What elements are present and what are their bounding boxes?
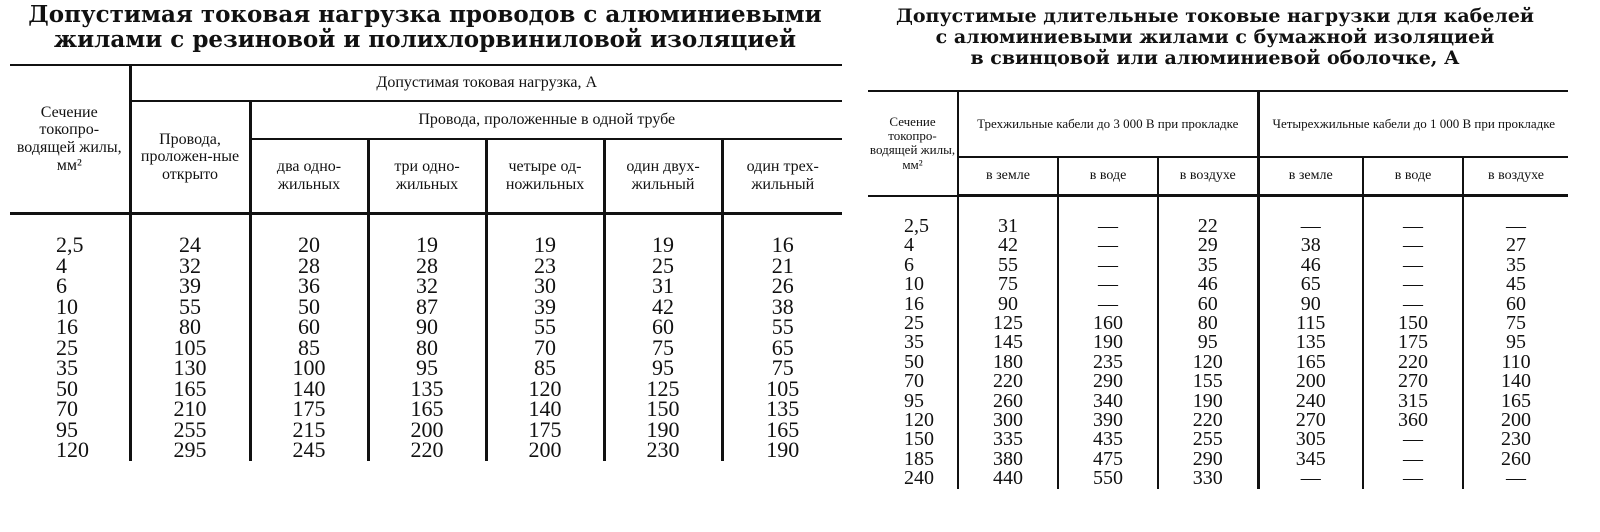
column-header: два одно-жильных: [250, 139, 368, 214]
load-value-cell: 200: [368, 420, 486, 441]
load-value-cell: 290: [1158, 450, 1258, 469]
load-value-cell: —: [1363, 295, 1463, 314]
spacer-cell: [1058, 196, 1158, 218]
load-value-cell: 19: [604, 235, 722, 256]
section-cell: 70: [868, 372, 958, 391]
load-value-cell: 190: [1158, 392, 1258, 411]
table-row: [868, 256, 1568, 275]
load-value-cell: 38: [1258, 236, 1363, 255]
section-cell: 35: [10, 358, 130, 379]
column-header: в воде: [1363, 157, 1463, 196]
section-cell: 95: [10, 420, 130, 441]
load-value-cell: 190: [766, 437, 800, 462]
section-cell: 16: [868, 295, 958, 314]
table-row: [868, 275, 1568, 294]
section-cell: 2,5: [10, 235, 130, 256]
load-value-cell: 200: [1258, 372, 1363, 391]
load-value-cell: 42: [604, 297, 722, 318]
section-cell: 4: [868, 236, 958, 255]
load-value-cell: —: [1058, 295, 1158, 314]
load-value-cell: 255: [130, 420, 250, 441]
load-value-cell: —: [1363, 217, 1463, 236]
section-cell: 50: [10, 379, 130, 400]
table2-title-line: в свинцовой или алюминиевой оболочке, А: [970, 46, 1460, 69]
load-value-cell: 235: [1058, 353, 1158, 372]
table2-body: [868, 196, 1568, 489]
load-value-cell: 65: [771, 334, 794, 360]
load-value-cell: 345: [1258, 450, 1363, 469]
load-value-cell: 23: [486, 256, 604, 277]
load-value-cell: 245: [250, 440, 368, 461]
load-value-cell: 290: [1058, 372, 1158, 391]
load-value-cell: —: [1058, 236, 1158, 255]
load-value-cell: 25: [604, 256, 722, 277]
section-cell: 70: [10, 399, 130, 420]
section-cell: 50: [868, 353, 958, 372]
load-value-cell: 70: [486, 338, 604, 359]
aluminum-cable-load-table: [868, 90, 1568, 489]
load-value-cell: —: [1058, 217, 1158, 236]
load-value-cell: 130: [130, 358, 250, 379]
load-value-cell: 87: [368, 297, 486, 318]
load-value-cell: 55: [771, 314, 794, 339]
section-cell: 120: [10, 440, 130, 461]
section-cell: 16: [10, 317, 130, 338]
load-value-cell: 295: [130, 440, 250, 461]
load-value-cell: 20: [250, 235, 368, 256]
load-value-cell: 95: [368, 358, 486, 379]
load-value-cell: 110: [1501, 350, 1531, 373]
table-row: [868, 469, 1568, 488]
table-row: [868, 217, 1568, 236]
load-value-cell: 80: [1158, 314, 1258, 333]
load-value-cell: 270: [1363, 372, 1463, 391]
load-value-cell: 340: [1058, 392, 1158, 411]
spacer-cell: [1158, 196, 1258, 218]
section-cell: 2,5: [868, 217, 958, 236]
load-value-cell: 165: [1258, 353, 1363, 372]
load-value-cell: 135: [368, 379, 486, 400]
load-value-cell: 165: [130, 379, 250, 400]
load-value-cell: 335: [958, 430, 1058, 449]
load-value-cell: 90: [368, 317, 486, 338]
load-value-cell: 135: [766, 396, 800, 421]
load-value-cell: 95: [1158, 333, 1258, 352]
aluminum-wire-load-table: [10, 64, 842, 461]
load-value-cell: 31: [958, 217, 1058, 236]
load-value-cell: 90: [1258, 295, 1363, 314]
load-value-cell: 16: [771, 232, 794, 257]
table1-title-line: жилами с резиновой и полихлорвиниловой изоляцией: [53, 26, 797, 54]
load-value-cell: 39: [486, 297, 604, 318]
section-cell: 25: [10, 338, 130, 359]
load-value-cell: 440: [958, 469, 1058, 488]
load-value-cell: 28: [250, 256, 368, 277]
load-value-cell: 180: [958, 353, 1058, 372]
load-value-cell: 165: [368, 399, 486, 420]
load-value-cell: —: [1363, 236, 1463, 255]
load-group-header: Допустимая токовая нагрузка, А: [130, 65, 842, 101]
load-value-cell: 120: [1158, 353, 1258, 372]
load-value-cell: 55: [130, 297, 250, 318]
load-value-cell: 95: [1506, 331, 1526, 354]
load-value-cell: 27: [1506, 234, 1526, 257]
table-row: [10, 440, 842, 461]
load-value-cell: 230: [604, 440, 722, 461]
load-value-cell: 305: [1258, 430, 1363, 449]
load-value-cell: 75: [604, 338, 722, 359]
load-value-cell: 46: [1158, 275, 1258, 294]
section-cell: 120: [868, 411, 958, 430]
load-value-cell: 150: [1363, 314, 1463, 333]
table1-title-line: Допустимая токовая нагрузка проводов с алюминиевыми: [28, 1, 822, 28]
load-value-cell: —: [1258, 217, 1363, 236]
load-value-cell: 55: [958, 256, 1058, 275]
load-value-cell: 475: [1058, 450, 1158, 469]
spacer-cell: [1363, 196, 1463, 218]
table-row: [868, 333, 1568, 352]
load-value-cell: 24: [130, 235, 250, 256]
load-value-cell: 550: [1058, 469, 1158, 488]
section-cell: 185: [868, 450, 958, 469]
load-value-cell: 155: [1158, 372, 1258, 391]
load-value-cell: 31: [604, 276, 722, 297]
load-value-cell: —: [1058, 256, 1158, 275]
load-value-cell: 60: [604, 317, 722, 338]
load-value-cell: —: [1506, 215, 1526, 237]
load-value-cell: 80: [130, 317, 250, 338]
load-value-cell: 175: [1363, 333, 1463, 352]
tube-wiring-header: Провода, проложенные в одной трубе: [250, 101, 842, 139]
section-cell: 10: [10, 297, 130, 318]
load-value-cell: 165: [1501, 389, 1531, 412]
spacer-cell: [1258, 196, 1363, 218]
section-cell: 6: [868, 256, 958, 275]
load-value-cell: 28: [368, 256, 486, 277]
table-row: [868, 430, 1568, 449]
load-value-cell: —: [1363, 469, 1463, 488]
table2-title-line: с алюминиевыми жилами с бумажной изоляцией: [935, 25, 1495, 48]
load-value-cell: 60: [1158, 295, 1258, 314]
load-value-cell: 240: [1258, 392, 1363, 411]
load-value-cell: 255: [1158, 430, 1258, 449]
section-cell: 10: [868, 275, 958, 294]
column-header: один трех-жильный: [722, 139, 842, 214]
load-value-cell: 39: [130, 276, 250, 297]
load-value-cell: 140: [250, 379, 368, 400]
load-value-cell: 32: [368, 276, 486, 297]
section-cell: 35: [868, 333, 958, 352]
load-value-cell: 220: [1363, 353, 1463, 372]
load-value-cell: 220: [368, 440, 486, 461]
load-value-cell: 100: [250, 358, 368, 379]
load-value-cell: 380: [958, 450, 1058, 469]
spacer-cell: [1463, 196, 1568, 218]
section-header: Сечение токопро-водящей жилы, мм²: [10, 65, 130, 214]
load-value-cell: 38: [771, 293, 794, 319]
column-header: один двух-жильный: [604, 139, 722, 214]
load-value-cell: 210: [130, 399, 250, 420]
load-value-cell: 95: [604, 358, 722, 379]
load-value-cell: —: [1506, 467, 1526, 490]
load-value-cell: 360: [1363, 411, 1463, 430]
spacer-cell: [868, 196, 958, 218]
table-row: [868, 295, 1568, 314]
load-value-cell: 190: [604, 420, 722, 441]
load-value-cell: 22: [1158, 217, 1258, 236]
load-value-cell: 21: [771, 252, 794, 278]
load-value-cell: 190: [1058, 333, 1158, 352]
column-header: три одно-жильных: [368, 139, 486, 214]
load-value-cell: 220: [958, 372, 1058, 391]
load-value-cell: 90: [958, 295, 1058, 314]
load-value-cell: 75: [1506, 312, 1526, 335]
load-value-cell: 35: [1158, 256, 1258, 275]
spacer-cell: [958, 196, 1058, 218]
load-value-cell: 19: [486, 235, 604, 256]
load-value-cell: 26: [771, 273, 794, 298]
load-value-cell: 175: [486, 420, 604, 441]
section-cell: 25: [868, 314, 958, 333]
load-value-cell: 200: [1501, 409, 1531, 432]
table1-body: [10, 214, 842, 461]
three-core-group-header: Трехжильные кабели до 3 000 В при прокладке: [958, 91, 1258, 157]
load-value-cell: 435: [1058, 430, 1158, 449]
load-value-cell: 105: [130, 338, 250, 359]
load-value-cell: 315: [1363, 392, 1463, 411]
load-value-cell: 140: [1501, 370, 1531, 393]
open-wiring-header: Провода, проложен-ные открыто: [130, 101, 250, 214]
load-value-cell: 125: [604, 379, 722, 400]
load-value-cell: 46: [1258, 256, 1363, 275]
load-value-cell: 150: [604, 399, 722, 420]
load-value-cell: 145: [958, 333, 1058, 352]
load-value-cell: 75: [771, 355, 794, 380]
load-value-cell: 260: [958, 392, 1058, 411]
section-cell: 4: [10, 256, 130, 277]
table-row: [868, 372, 1568, 391]
load-value-cell: 60: [1506, 292, 1526, 315]
load-value-cell: 75: [958, 275, 1058, 294]
section-cell: 150: [868, 430, 958, 449]
section-header: Сечение токопро-водящей жилы, мм²: [868, 91, 958, 196]
table-row: [868, 314, 1568, 333]
table1-title: [0, 2, 850, 53]
table2-title: [875, 6, 1555, 69]
column-header: в воздухе: [1158, 157, 1258, 196]
section-cell: 6: [10, 276, 130, 297]
load-value-cell: 160: [1058, 314, 1158, 333]
load-value-cell: —: [1058, 275, 1158, 294]
load-value-cell: 330: [1158, 469, 1258, 488]
load-value-cell: 45: [1506, 273, 1526, 296]
load-value-cell: —: [1363, 275, 1463, 294]
load-value-cell: 85: [486, 358, 604, 379]
load-value-cell: 19: [368, 235, 486, 256]
load-value-cell: 220: [1158, 411, 1258, 430]
load-value-cell: 42: [958, 236, 1058, 255]
load-value-cell: 30: [486, 276, 604, 297]
load-value-cell: 65: [1258, 275, 1363, 294]
load-value-cell: —: [1363, 450, 1463, 469]
load-value-cell: 115: [1258, 314, 1363, 333]
load-value-cell: 55: [486, 317, 604, 338]
load-value-cell: 135: [1258, 333, 1363, 352]
load-value-cell: —: [1258, 469, 1363, 488]
load-value-cell: —: [1363, 256, 1463, 275]
load-value-cell: 120: [486, 379, 604, 400]
column-header: в воде: [1058, 157, 1158, 196]
four-core-group-header: Четырехжильные кабели до 1 000 В при прокладке: [1258, 91, 1568, 157]
column-header: четыре од-ножильных: [486, 139, 604, 214]
load-value-cell: 200: [486, 440, 604, 461]
column-header: в земле: [1258, 157, 1363, 196]
section-cell: 95: [868, 392, 958, 411]
load-value-cell: 80: [368, 338, 486, 359]
section-cell: 240: [868, 469, 958, 488]
column-header: в земле: [958, 157, 1058, 196]
column-header: в воздухе: [1463, 157, 1568, 196]
load-value-cell: 260: [1501, 447, 1531, 470]
load-value-cell: 165: [766, 416, 800, 442]
table-row: [868, 236, 1568, 255]
load-value-cell: 36: [250, 276, 368, 297]
load-value-cell: 390: [1058, 411, 1158, 430]
load-value-cell: 175: [250, 399, 368, 420]
load-value-cell: 85: [250, 338, 368, 359]
load-value-cell: —: [1363, 430, 1463, 449]
load-value-cell: 125: [958, 314, 1058, 333]
load-value-cell: 270: [1258, 411, 1363, 430]
load-value-cell: 32: [130, 256, 250, 277]
load-value-cell: 60: [250, 317, 368, 338]
load-value-cell: 230: [1501, 428, 1531, 451]
load-value-cell: 140: [486, 399, 604, 420]
table2-title-line: Допустимые длительные токовые нагрузки для кабелей: [895, 5, 1535, 27]
load-value-cell: 215: [250, 420, 368, 441]
load-value-cell: 50: [250, 297, 368, 318]
load-value-cell: 35: [1506, 253, 1526, 276]
load-value-cell: 105: [766, 375, 800, 401]
load-value-cell: 29: [1158, 236, 1258, 255]
load-value-cell: 300: [958, 411, 1058, 430]
